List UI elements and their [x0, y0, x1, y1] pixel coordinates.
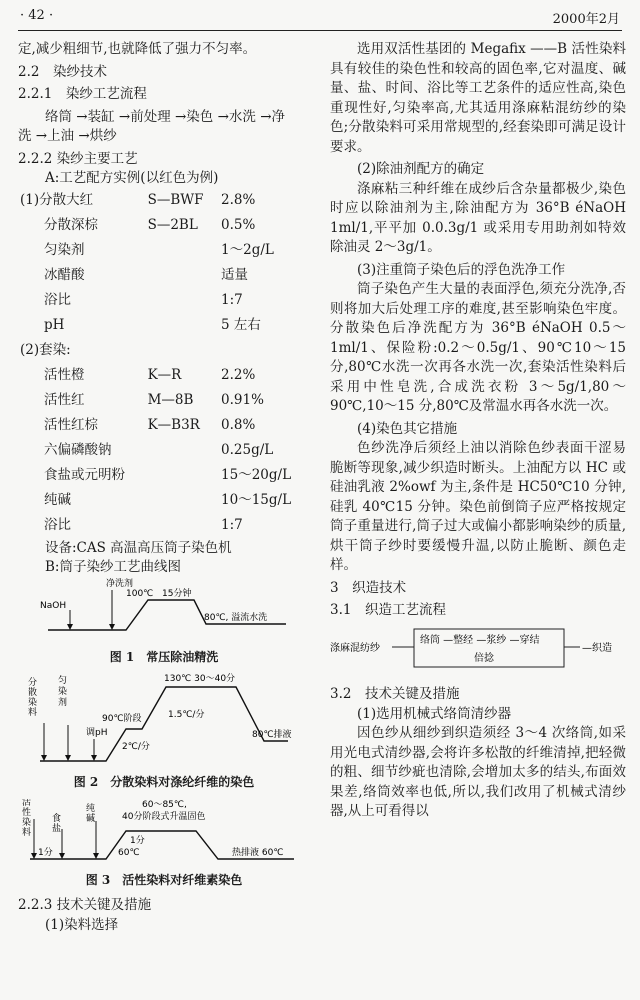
table-row	[20, 264, 310, 289]
section-heading: 3 织造技术	[330, 579, 407, 596]
table-row	[20, 339, 310, 364]
flow-end: —织造	[582, 642, 612, 654]
paragraph: 涤麻粘三种纤维在成纱后含杂量都极少,染色时应以除油剂为主,除油配方为 36°B éNaOH 1ml/1,平平加 0.0.3g/1 或采用专用助剂如特效除油灵 2～3g/1。	[330, 180, 626, 255]
fig3-end-label: 热排液 60℃	[232, 847, 284, 858]
curve-title: B:筒子染纱工艺曲线图	[45, 559, 181, 575]
recipe-code: M—8B	[147, 392, 194, 409]
fig1-end-label: 80℃, 溢流水洗	[204, 612, 268, 623]
recipe-item: 食盐或元明粉	[44, 467, 125, 484]
dosing-arrow-head	[93, 853, 99, 859]
page-number: · 42 ·	[20, 8, 54, 23]
recipe-amount: 0.91%	[221, 392, 264, 409]
item-heading: (3)注重筒子染色后的浮色洗净工作	[357, 261, 566, 278]
fig1-temp-label: 100℃	[126, 588, 154, 599]
paragraph: 定,减少粗细节,也就降低了强力不匀率。	[18, 41, 257, 57]
dosing-arrow-head	[31, 853, 37, 859]
figure-3-caption: 图 3 活性染料对纤维素染色	[85, 872, 243, 887]
figure-2-caption: 图 2 分散染料对涤纶纤维的染色	[73, 775, 255, 789]
recipe-amount: 0.5%	[221, 217, 256, 234]
table-row	[20, 289, 310, 314]
issue-date: 2000年2月	[552, 12, 620, 27]
figure-1	[18, 578, 310, 668]
table-row	[20, 314, 310, 339]
left-column	[18, 40, 310, 935]
table-row	[20, 514, 310, 539]
fig3-t2-label: 1分	[130, 835, 145, 846]
header-rule	[18, 30, 622, 31]
recipe-item: 纯碱	[44, 492, 71, 509]
item-heading: (1)染料选择	[45, 916, 119, 933]
temperature-curve	[40, 687, 288, 761]
figure-2	[18, 673, 310, 793]
recipe-item: 浴比	[44, 517, 71, 534]
recipe-item: 分散深棕	[44, 217, 98, 234]
dosing-arrow-head	[65, 755, 71, 761]
recipe-amount: 5 左右	[221, 317, 261, 334]
fig3-t1-label: 1分	[38, 847, 53, 858]
recipe-amount: 0.8%	[221, 417, 256, 434]
fig2-end-label: 80℃排液	[252, 730, 292, 740]
recipe-code	[148, 514, 221, 539]
fig3-soda-label: 纯碱	[86, 803, 96, 824]
flow-lower-path: 倍捻	[474, 652, 494, 664]
fig3-top-label: 60～85℃,	[142, 799, 187, 810]
recipe-code: S—BWF	[147, 192, 204, 209]
fig2-peak-label: 130℃ 30～40分	[164, 674, 236, 684]
weaving-flow-diagram	[330, 627, 626, 678]
recipe-amount	[221, 339, 310, 364]
subsection-heading: 3.2 技术关键及措施	[330, 686, 460, 702]
recipe-item: (1)分散大红	[20, 192, 94, 209]
recipe-code: K—B3R	[147, 417, 200, 434]
fig1-time-label: 15分钟	[162, 588, 192, 599]
recipe-item: 活性橙	[44, 367, 85, 384]
recipe-table	[20, 189, 310, 539]
process-flow-line: 络筒 →装缸 →前处理 →染色 →水洗 →净	[45, 108, 286, 125]
recipe-amount: 10～15g/L	[221, 492, 292, 509]
recipe-code: K—R	[147, 367, 182, 384]
fig3-reactive-label: 活性染料	[22, 798, 32, 838]
flow-upper-path: 络筒 —整经 —浆纱 —穿结	[420, 634, 540, 646]
recipe-title: A:工艺配方实例(以红色为例)	[45, 170, 219, 186]
recipe-item: 六偏磷酸钠	[44, 442, 112, 459]
recipe-item: 匀染剂	[44, 242, 85, 259]
dosing-arrow-head	[59, 853, 65, 859]
fig1-clean-label: 净洗剂	[106, 578, 134, 589]
item-heading: (1)选用机械式络筒清纱器	[357, 705, 512, 722]
recipe-code	[148, 264, 221, 289]
recipe-code	[148, 289, 221, 314]
recipe-amount: 适量	[221, 267, 249, 284]
table-row	[20, 239, 310, 264]
flow-start: 涤麻混纺纱	[330, 642, 380, 654]
table-row	[20, 214, 310, 239]
fig2-ph-label: 调pH	[86, 728, 108, 738]
paragraph: 选用双活性基团的 Megafix ——B 活性染料具有较佳的染色性和较高的固色率,它对温度、碱量、盐、时间、浴比等工艺条件的适应性高,染色重现性好,匀染率高,尤其适用涤麻粘混纺纱的染色;分散染料可采用常规型的,经套染即可满足设计要求。	[330, 41, 626, 155]
figure-3-curve	[18, 799, 310, 869]
paragraph: 因色纱从细纱到织造须经 3～4 次络筒,如采用光电式清纱器,会将许多松散的纤维清掉,把轻微的粗、细节纱疵也清除,会增加太多的结头,布面效果差,络筒效率也低,所以,我们改用了机械式清纱器,从上可看得以	[330, 725, 626, 819]
fig3-top2-label: 40分阶段式升温固色	[122, 811, 206, 822]
subsection-heading: 2.2.2 染纱主要工艺	[18, 150, 138, 167]
table-row	[20, 414, 310, 439]
subsection-heading: 3.1 织造工艺流程	[330, 602, 446, 618]
dosing-arrow-head	[109, 624, 115, 630]
figure-3	[18, 799, 310, 891]
fig3-salt-label: 食盐	[52, 813, 62, 834]
fig2-leveler-label: 匀染剂	[58, 676, 68, 708]
table-row	[20, 364, 310, 389]
fig3-t60-label: 60℃	[118, 847, 140, 858]
fig2-rate2-label: 2℃/分	[122, 742, 150, 752]
recipe-amount: 1:7	[221, 517, 243, 534]
figure-2-curve	[18, 673, 310, 771]
right-column	[330, 40, 626, 822]
equipment-line: 设备:CAS 高温高压筒子染色机	[45, 539, 232, 556]
dosing-arrow-head	[41, 755, 47, 761]
recipe-item: 活性红棕	[44, 417, 98, 434]
recipe-code	[148, 314, 221, 339]
paragraph: 筒子染色产生大量的表面浮色,须充分洗净,否则将加大后处理工序的难度,甚至影响染色牢度。分散染色后净洗配方为 36°B éNaOH 0.5～1ml/1、保险粉:0.2～0.5g/1、90℃10～15 分,80℃水洗一次再各水洗一次,套染活性染料后采用中性皂洗,合成洗衣粉 3～5g/1,80～90℃,10～15 分,80℃及常温水再各水洗一次。	[330, 281, 626, 414]
recipe-code	[148, 489, 221, 514]
recipe-item: 活性红	[44, 392, 85, 409]
recipe-amount: 1～2g/L	[221, 242, 274, 259]
recipe-code	[148, 339, 221, 364]
subsection-heading: 2.2.1 染纱工艺流程	[18, 86, 147, 102]
recipe-code: S—2BL	[147, 217, 198, 234]
recipe-code	[148, 439, 221, 464]
recipe-code	[148, 464, 221, 489]
recipe-amount: 2.2%	[221, 367, 256, 384]
table-row	[20, 489, 310, 514]
figure-1-caption: 图 1 常压除油精洗	[109, 649, 219, 664]
fig2-step90-label: 90℃阶段	[102, 714, 142, 724]
item-heading: (4)染色其它措施	[357, 420, 458, 437]
item-heading: (2)除油剂配方的确定	[357, 161, 485, 177]
subsection-heading: 2.2.3 技术关键及措施	[18, 897, 152, 913]
recipe-item: 冰醋酸	[44, 267, 85, 284]
fig1-naoh-label: NaOH	[40, 600, 67, 611]
recipe-amount: 0.25g/L	[221, 442, 274, 459]
figure-1-curve	[18, 578, 310, 646]
table-row	[20, 189, 310, 214]
section-heading: 2.2 染纱技术	[18, 63, 107, 80]
table-row	[20, 389, 310, 414]
dosing-arrow-head	[91, 755, 97, 761]
fig2-rate1-label: 1.5℃/分	[168, 710, 205, 720]
table-row	[20, 439, 310, 464]
recipe-amount: 2.8%	[221, 192, 256, 209]
paragraph: 色纱洗净后须经上油以消除色纱表面干涩易脆断等现象,减少织造时断头。上油配方以 HC 或硅油乳液 2%owf 为主,条件是 HC50℃10 分钟,硅乳 40℃15 分钟。染色前倒筒子应严格按规定筒子重量进行,筒子过大或偏小都影响染纱的质量,烘干筒子纱时要缓慢升温,以防止脆断、颜色走样。	[330, 440, 626, 573]
recipe-code	[148, 239, 221, 264]
dosing-arrow-head	[67, 624, 73, 630]
recipe-item: pH	[44, 317, 65, 334]
fig2-dye-label: 分散染料	[28, 678, 38, 718]
table-row	[20, 464, 310, 489]
process-flow-line: 洗 →上油 →烘纱	[18, 128, 117, 144]
recipe-amount: 1:7	[221, 292, 243, 309]
recipe-item: (2)套染:	[20, 342, 71, 359]
recipe-item: 浴比	[44, 292, 71, 309]
recipe-amount: 15～20g/L	[221, 467, 292, 484]
